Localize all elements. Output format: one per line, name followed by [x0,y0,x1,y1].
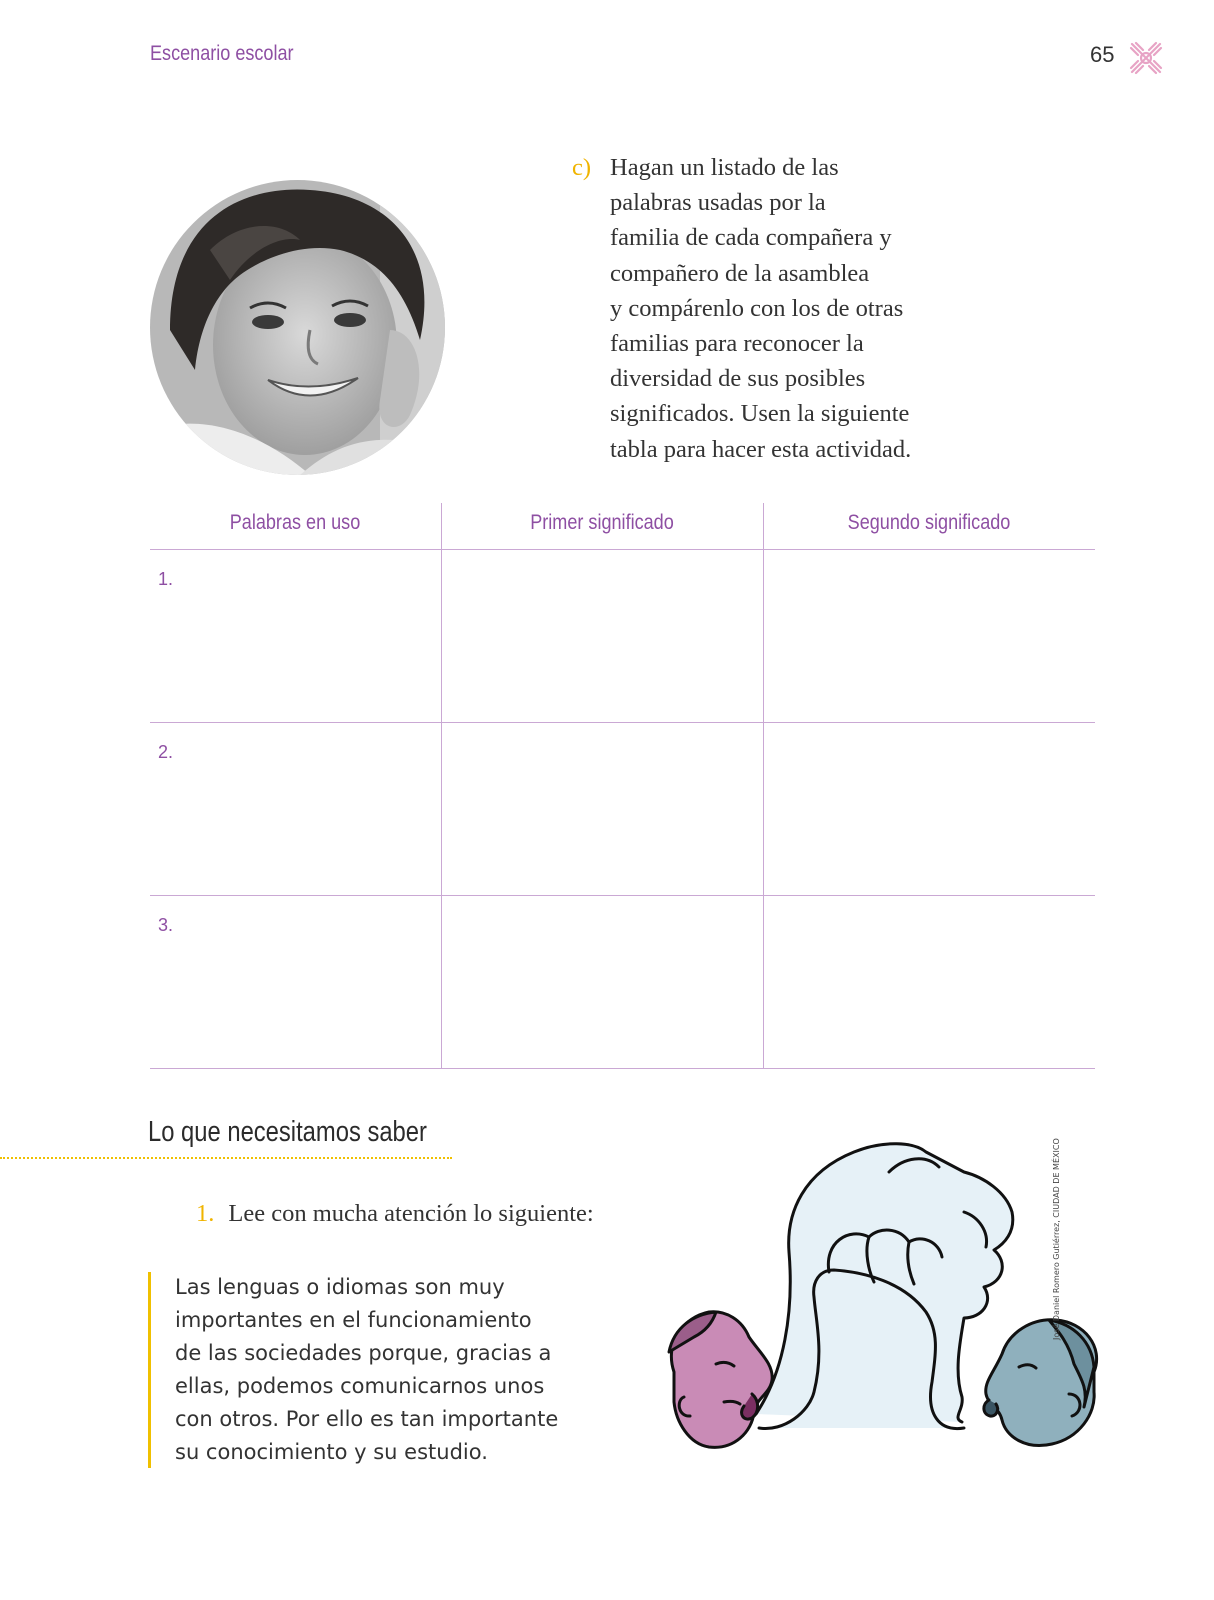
quote-line: con otros. Por ello es tan importante [175,1407,559,1431]
words-table [150,503,1095,1069]
section-underline [0,1157,452,1159]
table-row-number: 2. [158,742,174,762]
credit-text: José Daniel Romero Gutiérrez, CIUDAD DE MÉXICO [1052,1138,1061,1340]
activity-instructions [572,150,1012,467]
step-instruction [196,1200,594,1228]
instruction-line: familias para reconocer la [610,330,864,358]
woven-star-icon [1128,40,1164,76]
quote-block [175,1271,645,1469]
illustration-credit [1052,1130,1062,1340]
column-divider [763,503,764,1069]
instruction-line: significados. Usen la siguiente [610,400,910,428]
quote-line: Las lenguas o idiomas son muy [175,1275,505,1299]
instruction-line: compañero de la asamblea [610,259,870,287]
running-header: Escenario escolar [150,42,294,65]
page-number: 65 [1090,42,1115,67]
row-divider [150,549,1095,550]
handshake-speech-illustration [664,1132,1109,1472]
instruction-line: Hagan un listado de las [610,154,839,181]
table-row-number: 1. [158,569,174,589]
table-header-words: Palabras en uso [229,511,361,534]
quote-line: importantes en el funcionamiento [175,1308,532,1332]
step-text: Lee con mucha atención lo siguiente: [228,1200,594,1227]
quote-line: ellas, podemos comunicarnos unos [175,1374,545,1398]
step-number: 1. [196,1200,215,1227]
quote-line: de las sociedades porque, gracias a [175,1341,552,1365]
instruction-line: tabla para hacer esta actividad. [610,435,912,463]
child-portrait-photo [150,180,445,475]
instruction-line: diversidad de sus posibles [610,365,866,393]
row-divider [150,895,1095,896]
section-title: Lo que necesitamos saber [148,1116,427,1148]
instruction-line: familia de cada compañera y [610,224,892,252]
row-divider [150,722,1095,723]
table-header-first-meaning: Primer significado [530,511,674,534]
quote-bar [148,1272,151,1468]
table-header-second-meaning: Segundo significado [847,511,1011,534]
table-row-number: 3. [158,915,174,935]
instruction-line: y compárenlo con los de otras [610,294,904,322]
activity-marker: c) [572,154,592,181]
row-divider [150,1068,1095,1069]
instruction-line: palabras usadas por la [610,189,826,217]
quote-line: su conocimiento y su estudio. [175,1440,488,1464]
column-divider [441,503,442,1069]
